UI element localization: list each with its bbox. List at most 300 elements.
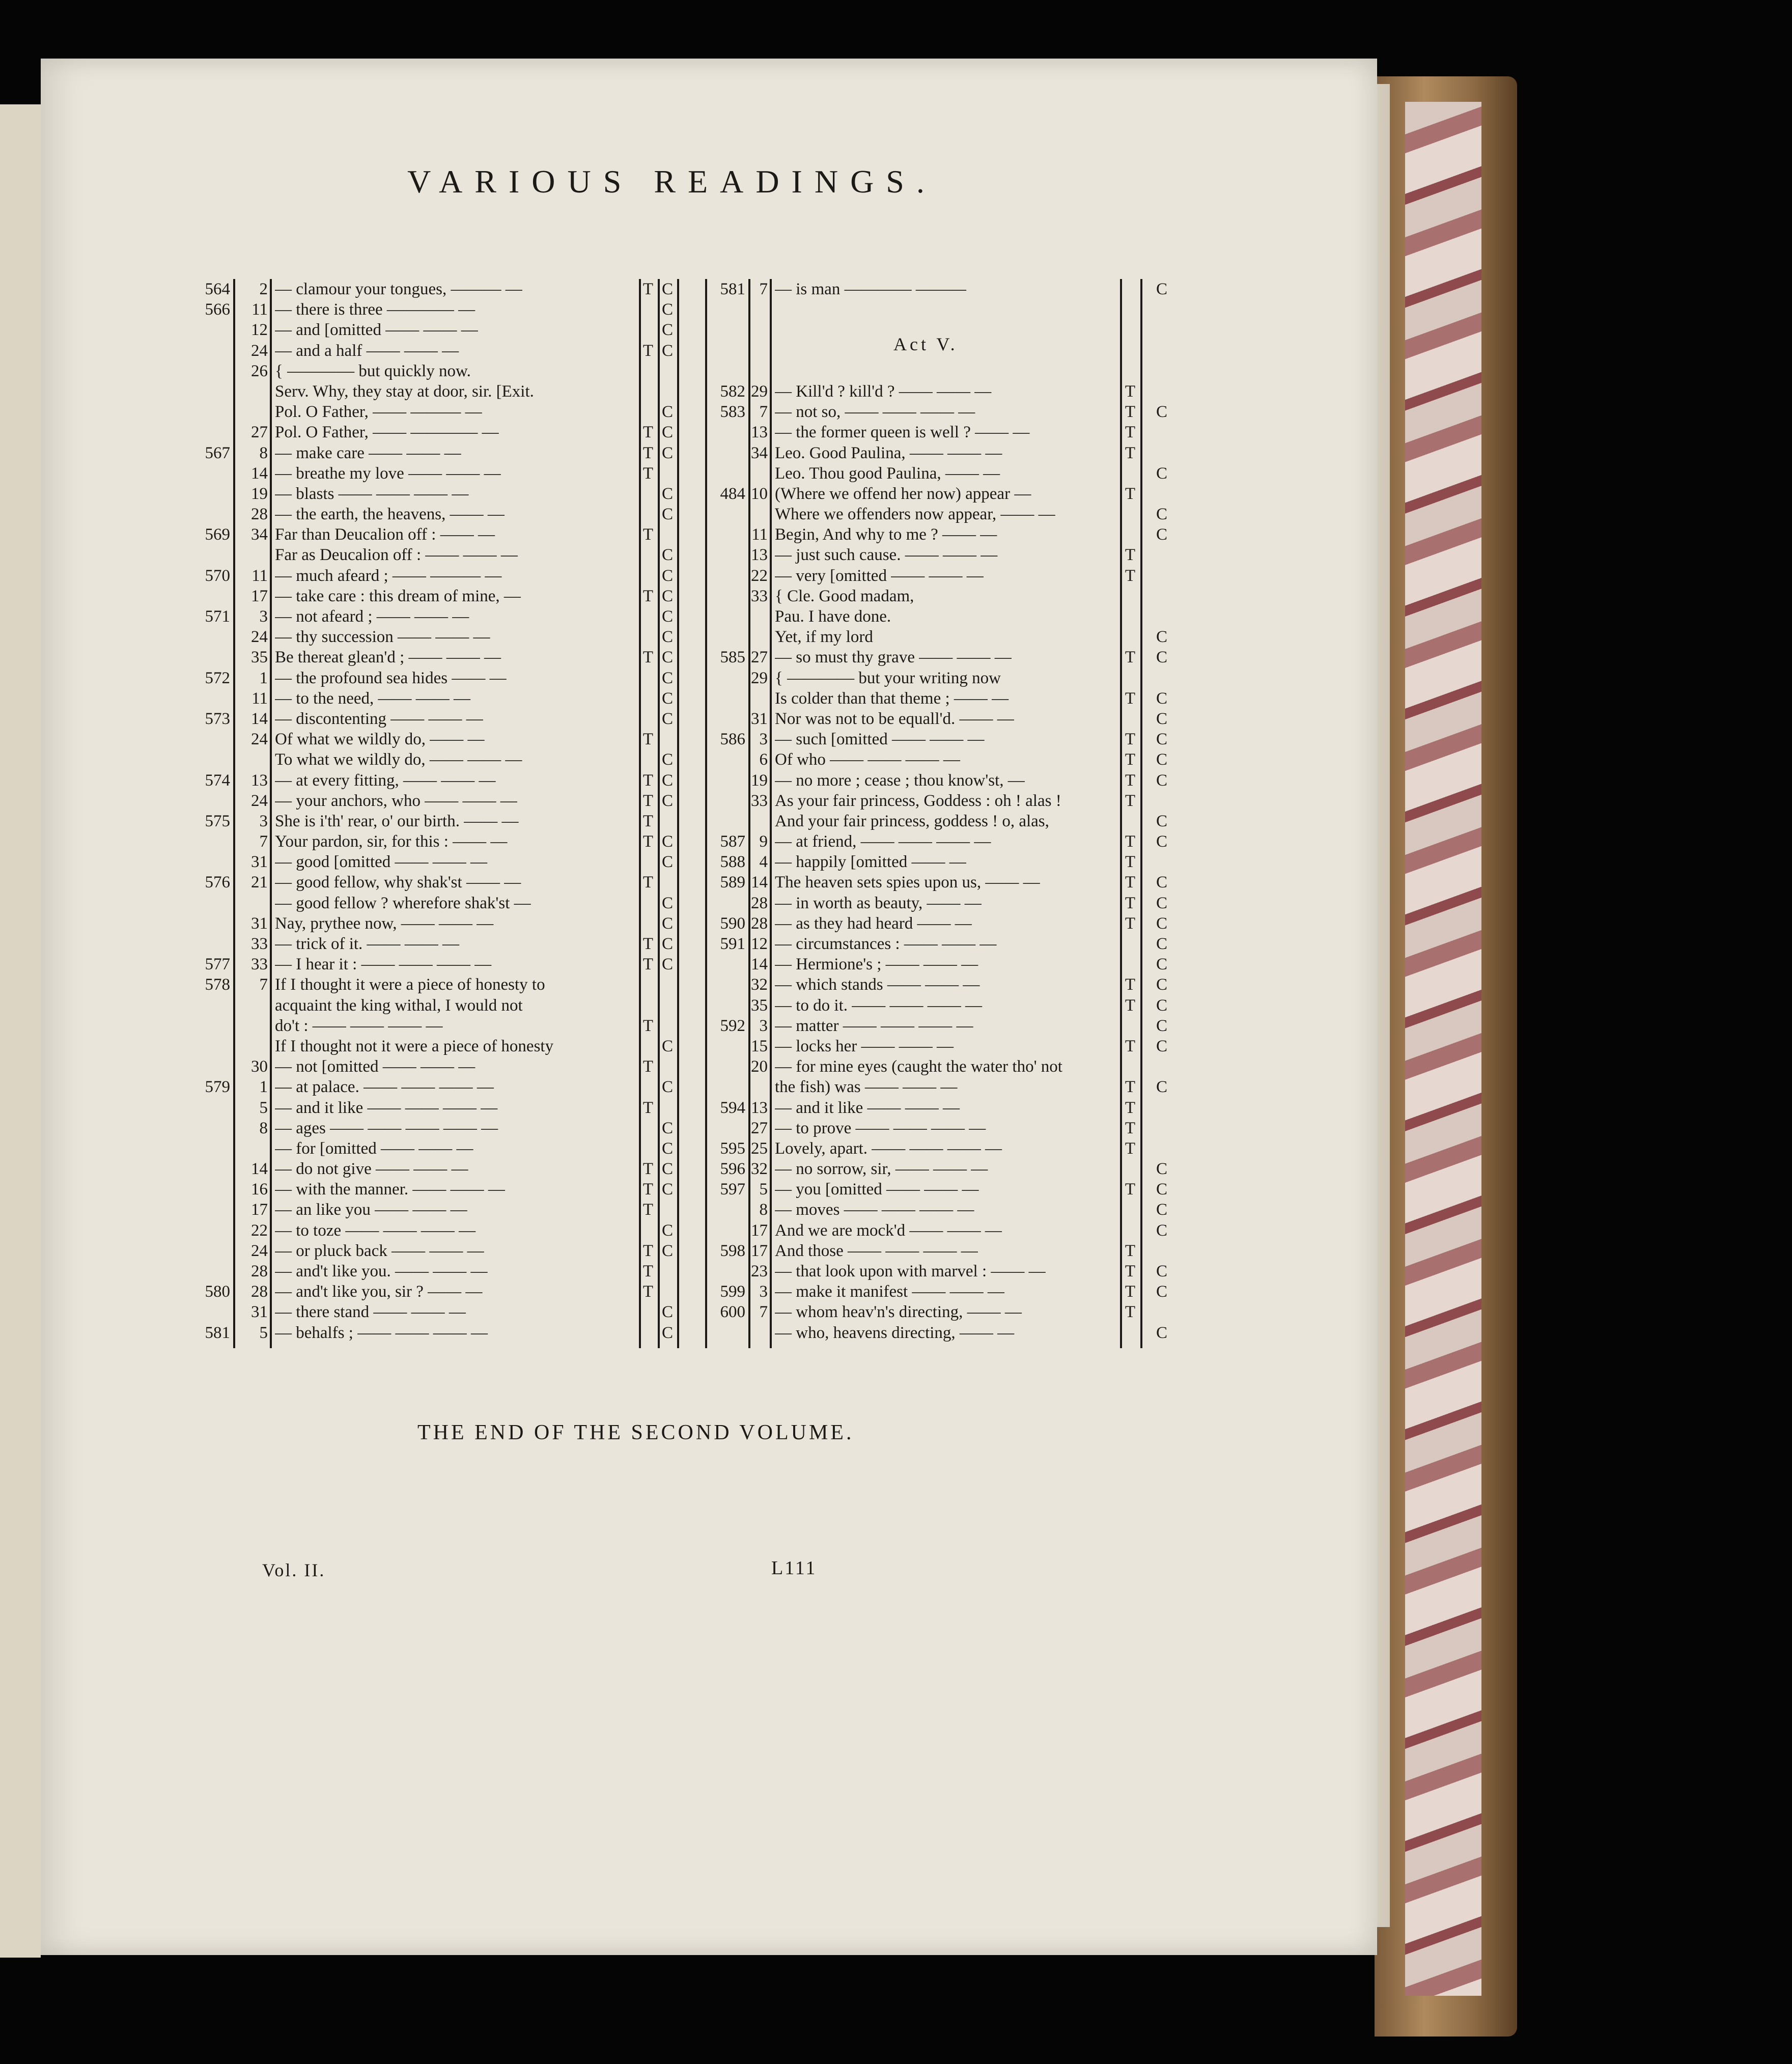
page-number: 567	[205, 443, 230, 462]
line-number: 17	[751, 1221, 768, 1240]
line-number: 33	[751, 791, 768, 810]
page-number: 581	[205, 1323, 230, 1342]
page-number: 574	[205, 771, 230, 790]
page-number: 592	[720, 1016, 745, 1035]
reading-text: (Where we offend her now) appear —	[775, 484, 1031, 503]
edition-mark-c: C	[1156, 1282, 1167, 1301]
line-number: 3	[259, 607, 268, 626]
reading-text: — Hermione's ; —— —— —	[775, 955, 978, 974]
edition-mark-t: T	[642, 341, 654, 360]
page-number: 590	[720, 914, 745, 933]
edition-mark-c: C	[661, 1221, 673, 1240]
edition-mark-c: C	[661, 689, 673, 708]
edition-mark-t: T	[1125, 873, 1136, 892]
line-number: 31	[251, 1303, 268, 1322]
line-number: 20	[751, 1057, 768, 1076]
edition-mark-t: T	[1125, 484, 1136, 503]
line-number: 31	[251, 853, 268, 872]
edition-mark-t: T	[1125, 1119, 1136, 1137]
line-number: 7	[759, 403, 768, 422]
reading-text: Leo. Thou good Paulina, —— —	[775, 464, 1000, 483]
line-number: 7	[259, 832, 268, 851]
edition-mark-c: C	[1156, 750, 1167, 769]
edition-mark-c: C	[1156, 832, 1167, 851]
reading-text: — happily [omitted —— —	[775, 853, 966, 872]
reading-text: — for mine eyes (caught the water tho' not	[775, 1057, 1062, 1076]
reading-text: — no sorrow, sir, —— —— —	[775, 1160, 988, 1179]
edition-mark-t: T	[1125, 832, 1136, 851]
line-number: 3	[259, 812, 268, 830]
page-number: 591	[720, 935, 745, 953]
edition-mark-c: C	[1156, 709, 1167, 728]
edition-mark-t: T	[1125, 403, 1136, 422]
edition-mark-c: C	[661, 403, 673, 422]
page-number: 585	[720, 648, 745, 667]
reading-text: Yet, if my lord	[775, 628, 873, 647]
edition-mark-c: C	[1156, 975, 1167, 994]
edition-mark-t: T	[1125, 423, 1136, 442]
reading-text: Of who —— —— —— —	[775, 750, 960, 769]
page-number: 596	[720, 1160, 745, 1179]
reading-text: Pol. O Father, —— ———— —	[275, 423, 499, 442]
edition-mark-c: C	[661, 935, 673, 953]
reading-text: { ———— but your writing now	[775, 668, 1001, 687]
edition-mark-c: C	[1156, 1201, 1167, 1219]
line-number: 14	[251, 464, 268, 483]
reading-text: Far than Deucalion off : —— —	[275, 525, 495, 544]
line-number: 24	[251, 341, 268, 360]
edition-mark-t: T	[1125, 1139, 1136, 1158]
edition-mark-c: C	[661, 914, 673, 933]
reading-text: — and't like you, sir ? —— —	[275, 1282, 483, 1301]
edition-mark-c: C	[661, 587, 673, 605]
line-number: 24	[251, 791, 268, 810]
reading-text: — at friend, —— —— —— —	[775, 832, 991, 851]
edition-mark-c: C	[661, 648, 673, 667]
line-number: 7	[759, 1303, 768, 1322]
line-number: 31	[751, 709, 768, 728]
edition-mark-t: T	[1125, 1098, 1136, 1117]
line-number: 13	[251, 771, 268, 790]
line-number: 29	[751, 382, 768, 401]
edition-mark-c: C	[661, 1180, 673, 1199]
edition-mark-t: T	[1125, 443, 1136, 462]
rule-right-1	[705, 279, 707, 1348]
reading-text: — I hear it : —— —— —— —	[275, 955, 492, 974]
page-number: 587	[720, 832, 745, 851]
page-number: 570	[205, 566, 230, 585]
reading-text: — as they had heard —— —	[775, 914, 972, 933]
rule-left-4	[658, 279, 660, 1348]
line-number: 1	[259, 668, 268, 687]
edition-mark-t: T	[642, 423, 654, 442]
reading-text: — to toze —— —— —— —	[275, 1221, 476, 1240]
edition-mark-t: T	[1125, 975, 1136, 994]
edition-mark-c: C	[661, 546, 673, 565]
edition-mark-c: C	[661, 321, 673, 340]
edition-mark-t: T	[642, 587, 654, 605]
edition-mark-t: T	[1125, 1282, 1136, 1301]
line-number: 28	[251, 1282, 268, 1301]
reading-text: Lovely, apart. —— —— —— —	[775, 1139, 1002, 1158]
reading-text: do't : —— —— —— —	[275, 1016, 443, 1035]
edition-mark-t: T	[1125, 853, 1136, 872]
edition-mark-c: C	[1156, 771, 1167, 790]
line-number: 14	[751, 955, 768, 974]
edition-mark-t: T	[642, 1016, 654, 1035]
line-number: 11	[751, 525, 768, 544]
edition-mark-c: C	[1156, 1323, 1167, 1342]
line-number: 30	[251, 1057, 268, 1076]
reading-text: — at palace. —— —— —— —	[275, 1078, 494, 1097]
reading-text: the fish) was —— —— —	[775, 1078, 958, 1097]
reading-text: And your fair princess, goddess ! o, alas,	[775, 812, 1049, 830]
edition-mark-c: C	[1156, 1180, 1167, 1199]
line-number: 32	[751, 1160, 768, 1179]
line-number: 5	[259, 1098, 268, 1117]
reading-text: — or pluck back —— —— —	[275, 1241, 484, 1260]
edition-mark-c: C	[661, 668, 673, 687]
edition-mark-c: C	[1156, 464, 1167, 483]
reading-text: — whom heav'n's directing, —— —	[775, 1303, 1022, 1322]
rule-right-3	[770, 279, 772, 1348]
reading-text: — to the need, —— —— —	[275, 689, 471, 708]
reading-text: acquaint the king withal, I would not	[275, 996, 523, 1015]
reading-text: Your pardon, sir, for this : —— —	[275, 832, 508, 851]
line-number: 3	[759, 1016, 768, 1035]
edition-mark-t: T	[642, 730, 654, 749]
line-number: 7	[759, 280, 768, 298]
line-number: 3	[759, 730, 768, 749]
page-number: 569	[205, 525, 230, 544]
reading-text: — you [omitted —— —— —	[775, 1180, 979, 1199]
line-number: 25	[751, 1139, 768, 1158]
page-number: 582	[720, 382, 745, 401]
edition-mark-t: T	[642, 1262, 654, 1280]
line-number: 34	[751, 443, 768, 462]
reading-text: — with the manner. —— —— —	[275, 1180, 505, 1199]
line-number: 5	[759, 1180, 768, 1199]
reading-text: — at every fitting, —— —— —	[275, 771, 496, 790]
page-number: 586	[720, 730, 745, 749]
line-number: 32	[751, 975, 768, 994]
line-number: 13	[751, 1098, 768, 1117]
line-number: 35	[251, 648, 268, 667]
edition-mark-t: T	[1125, 382, 1136, 401]
reading-text: — an like you —— —— —	[275, 1201, 467, 1219]
page-number: 580	[205, 1282, 230, 1301]
reading-text: — which stands —— —— —	[775, 975, 980, 994]
edition-mark-c: C	[661, 1323, 673, 1342]
page-number: 577	[205, 955, 230, 974]
edition-mark-c: C	[661, 1119, 673, 1137]
line-number: 13	[751, 546, 768, 565]
edition-mark-c: C	[1156, 873, 1167, 892]
footer-signature: L111	[771, 1557, 817, 1579]
edition-mark-t: T	[1125, 1303, 1136, 1322]
line-number: 6	[759, 750, 768, 769]
reading-text: — behalfs ; —— —— —— —	[275, 1323, 488, 1342]
reading-text: — ages —— —— —— —— —	[275, 1119, 498, 1137]
edition-mark-c: C	[661, 791, 673, 810]
line-number: 8	[259, 1119, 268, 1137]
reading-text: — the profound sea hides —— —	[275, 668, 507, 687]
edition-mark-c: C	[1156, 935, 1167, 953]
reading-text: — just such cause. —— —— —	[775, 546, 998, 565]
edition-mark-t: T	[1125, 1037, 1136, 1055]
line-number: 34	[251, 525, 268, 544]
page-number: 564	[205, 280, 230, 298]
reading-text: — moves —— —— —— —	[775, 1201, 974, 1219]
page-number: 575	[205, 812, 230, 830]
page-number: 594	[720, 1098, 745, 1117]
reading-text: As your fair princess, Goddess : oh ! alas !	[775, 791, 1061, 810]
reading-text: — not [omitted —— —— —	[275, 1057, 475, 1076]
line-number: 17	[251, 1201, 268, 1219]
edition-mark-c: C	[1156, 280, 1167, 298]
page-number: 600	[720, 1303, 745, 1322]
line-number: 13	[751, 423, 768, 442]
reading-text: — take care : this dream of mine, —	[275, 587, 521, 605]
reading-text: Pau. I have done.	[775, 607, 891, 626]
page-number: 583	[720, 403, 745, 422]
edition-mark-t: T	[642, 1241, 654, 1260]
rule-right-2	[748, 279, 750, 1348]
reading-text: — and [omitted —— —— —	[275, 321, 478, 340]
line-number: 8	[759, 1201, 768, 1219]
edition-mark-c: C	[1156, 894, 1167, 912]
reading-text: — do not give —— —— —	[275, 1160, 468, 1179]
edition-mark-t: T	[642, 1282, 654, 1301]
edition-mark-c: C	[1156, 689, 1167, 708]
edition-mark-c: C	[661, 1139, 673, 1158]
page-number: 484	[720, 484, 745, 503]
line-number: 27	[251, 423, 268, 442]
edition-mark-t: T	[642, 873, 654, 892]
line-number: 3	[759, 1282, 768, 1301]
edition-mark-c: C	[1156, 403, 1167, 422]
reading-text: — such [omitted —— —— —	[775, 730, 985, 749]
line-number: 12	[251, 321, 268, 340]
reading-text: — matter —— —— —— —	[775, 1016, 973, 1035]
line-number: 11	[251, 300, 268, 319]
edition-mark-c: C	[1156, 730, 1167, 749]
line-number: 9	[759, 832, 768, 851]
line-number: 27	[751, 1119, 768, 1137]
line-number: 33	[251, 935, 268, 953]
edition-mark-c: C	[1156, 1078, 1167, 1097]
line-number: 27	[751, 648, 768, 667]
line-number: 31	[251, 914, 268, 933]
line-number: 19	[751, 771, 768, 790]
edition-mark-t: T	[642, 955, 654, 974]
reading-text: — good fellow, why shak'st —— —	[275, 873, 521, 892]
edition-mark-t: T	[1125, 771, 1136, 790]
edition-mark-c: C	[661, 1160, 673, 1179]
edition-mark-c: C	[661, 832, 673, 851]
line-number: 22	[751, 566, 768, 585]
edition-mark-c: C	[1156, 1160, 1167, 1179]
line-number: 2	[259, 280, 268, 298]
line-number: 24	[251, 628, 268, 647]
facing-page-edge	[0, 104, 41, 1958]
line-number: 33	[251, 955, 268, 974]
edition-mark-c: C	[661, 1078, 673, 1097]
line-number: 24	[251, 730, 268, 749]
reading-text: Far as Deucalion off : —— —— —	[275, 546, 518, 565]
edition-mark-t: T	[642, 771, 654, 790]
edition-mark-c: C	[661, 484, 673, 503]
edition-mark-c: C	[1156, 505, 1167, 524]
edition-mark-c: C	[1156, 1262, 1167, 1280]
reading-text: { ———— but quickly now.	[275, 361, 471, 380]
edition-mark-t: T	[1125, 1180, 1136, 1199]
page-number: 573	[205, 709, 230, 728]
edition-mark-t: T	[1125, 730, 1136, 749]
reading-text: — that look upon with marvel : —— —	[775, 1262, 1046, 1280]
edition-mark-c: C	[661, 300, 673, 319]
line-number: 35	[751, 996, 768, 1015]
reading-text: — in worth as beauty, —— —	[775, 894, 982, 912]
footer-volume: Vol. II.	[262, 1560, 326, 1580]
reading-text: — and't like you. —— —— —	[275, 1262, 488, 1280]
reading-text: — your anchors, who —— —— —	[275, 791, 517, 810]
line-number: 33	[751, 587, 768, 605]
line-number: 11	[251, 689, 268, 708]
line-number: 28	[251, 505, 268, 524]
edition-mark-t: T	[642, 1160, 654, 1179]
reading-text: — clamour your tongues, ——— —	[275, 280, 522, 298]
edition-mark-c: C	[661, 709, 673, 728]
edition-mark-c: C	[1156, 914, 1167, 933]
edition-mark-t: T	[642, 280, 654, 298]
line-number: 11	[251, 566, 268, 585]
edition-mark-t: T	[1125, 648, 1136, 667]
line-number: 21	[251, 873, 268, 892]
line-number: 1	[259, 1078, 268, 1097]
rule-left-2	[270, 279, 272, 1348]
reading-text: { Cle. Good madam,	[775, 587, 914, 605]
page-number: 598	[720, 1241, 745, 1260]
page-number: 597	[720, 1180, 745, 1199]
line-number: 28	[251, 1262, 268, 1280]
line-number: 29	[751, 668, 768, 687]
page-number: 595	[720, 1139, 745, 1158]
edition-mark-c: C	[661, 443, 673, 462]
reading-text: — blasts —— —— —— —	[275, 484, 469, 503]
reading-text: — good fellow ? wherefore shak'st —	[275, 894, 531, 912]
edition-mark-t: T	[642, 525, 654, 544]
rule-left-1	[233, 279, 235, 1348]
line-number: 15	[751, 1037, 768, 1055]
reading-text: Of what we wildly do, —— —	[275, 730, 485, 749]
page-number: 589	[720, 873, 745, 892]
edition-mark-c: C	[661, 750, 673, 769]
reading-text: — and a half —— —— —	[275, 341, 459, 360]
reading-text: — not so, —— —— —— —	[775, 403, 975, 422]
line-number: 24	[251, 1241, 268, 1260]
edition-mark-c: C	[1156, 955, 1167, 974]
edition-mark-t: T	[642, 791, 654, 810]
reading-text: — good [omitted —— —— —	[275, 853, 488, 872]
edition-mark-t: T	[642, 832, 654, 851]
line-number: 28	[751, 894, 768, 912]
reading-text: Pol. O Father, —— ——— —	[275, 403, 482, 422]
page-number: 588	[720, 853, 745, 872]
reading-text: — thy succession —— —— —	[275, 628, 490, 647]
reading-text: She is i'th' rear, o' our birth. —— —	[275, 812, 519, 830]
rule-right-4	[1120, 279, 1122, 1348]
reading-text: Where we offenders now appear, —— —	[775, 505, 1055, 524]
page-number: 571	[205, 607, 230, 626]
line-number: 14	[751, 873, 768, 892]
reading-text: To what we wildly do, —— —— —	[275, 750, 522, 769]
line-number: 12	[751, 935, 768, 953]
reading-text: — to prove —— —— —— —	[775, 1119, 986, 1137]
reading-text: Leo. Good Paulina, —— —— —	[775, 443, 1002, 462]
edition-mark-c: C	[661, 566, 673, 585]
edition-mark-c: C	[1156, 1037, 1167, 1055]
edition-mark-t: T	[1125, 1262, 1136, 1280]
line-number: 22	[251, 1221, 268, 1240]
end-of-volume-text: THE END OF THE SECOND VOLUME.	[417, 1421, 854, 1444]
edition-mark-c: C	[661, 628, 673, 647]
reading-text: Serv. Why, they stay at door, sir. [Exit.	[275, 382, 534, 401]
edition-mark-t: T	[642, 1180, 654, 1199]
line-number: 23	[751, 1262, 768, 1280]
marbled-edge	[1405, 102, 1481, 1996]
reading-text: — not afeard ; —— —— —	[275, 607, 469, 626]
reading-text: — make it manifest —— —— —	[775, 1282, 1004, 1301]
page-number: 578	[205, 975, 230, 994]
edition-mark-t: T	[1125, 566, 1136, 585]
edition-mark-c: C	[1156, 525, 1167, 544]
reading-text: — discontenting —— —— —	[275, 709, 483, 728]
edition-mark-t: T	[642, 648, 654, 667]
edition-mark-c: C	[1156, 1221, 1167, 1240]
edition-mark-t: T	[1125, 1078, 1136, 1097]
reading-text: — circumstances : —— —— —	[775, 935, 997, 953]
reading-text: — so must thy grave —— —— —	[775, 648, 1012, 667]
edition-mark-t: T	[1125, 914, 1136, 933]
reading-text: Be thereat glean'd ; —— —— —	[275, 648, 501, 667]
reading-text: Nay, prythee now, —— —— —	[275, 914, 494, 933]
reading-text: — and it like —— —— —— —	[275, 1098, 498, 1117]
reading-text: The heaven sets spies upon us, —— —	[775, 873, 1040, 892]
reading-text: — who, heavens directing, —— —	[775, 1323, 1015, 1342]
reading-text: And we are mock'd —— —— —	[775, 1221, 1002, 1240]
page-number: 581	[720, 280, 745, 298]
reading-text: — much afeard ; —— ——— —	[275, 566, 502, 585]
edition-mark-t: T	[642, 935, 654, 953]
line-number: 4	[759, 853, 768, 872]
edition-mark-t: T	[1125, 1241, 1136, 1260]
edition-mark-c: C	[661, 505, 673, 524]
reading-text: Nor was not to be equall'd. —— —	[775, 709, 1014, 728]
edition-mark-c: C	[661, 853, 673, 872]
line-number: 5	[259, 1323, 268, 1342]
edition-mark-t: T	[1125, 546, 1136, 565]
edition-mark-c: C	[661, 607, 673, 626]
edition-mark-c: C	[661, 1037, 673, 1055]
act-heading: Act V.	[893, 334, 958, 354]
edition-mark-t: T	[1125, 996, 1136, 1015]
edition-mark-t: T	[642, 443, 654, 462]
reading-text: — is man ———— ———	[775, 280, 966, 298]
reading-text: — there is three ———— —	[275, 300, 475, 319]
reading-text: If I thought not it were a piece of honesty	[275, 1037, 554, 1055]
reading-text: — and it like —— —— —	[775, 1098, 960, 1117]
